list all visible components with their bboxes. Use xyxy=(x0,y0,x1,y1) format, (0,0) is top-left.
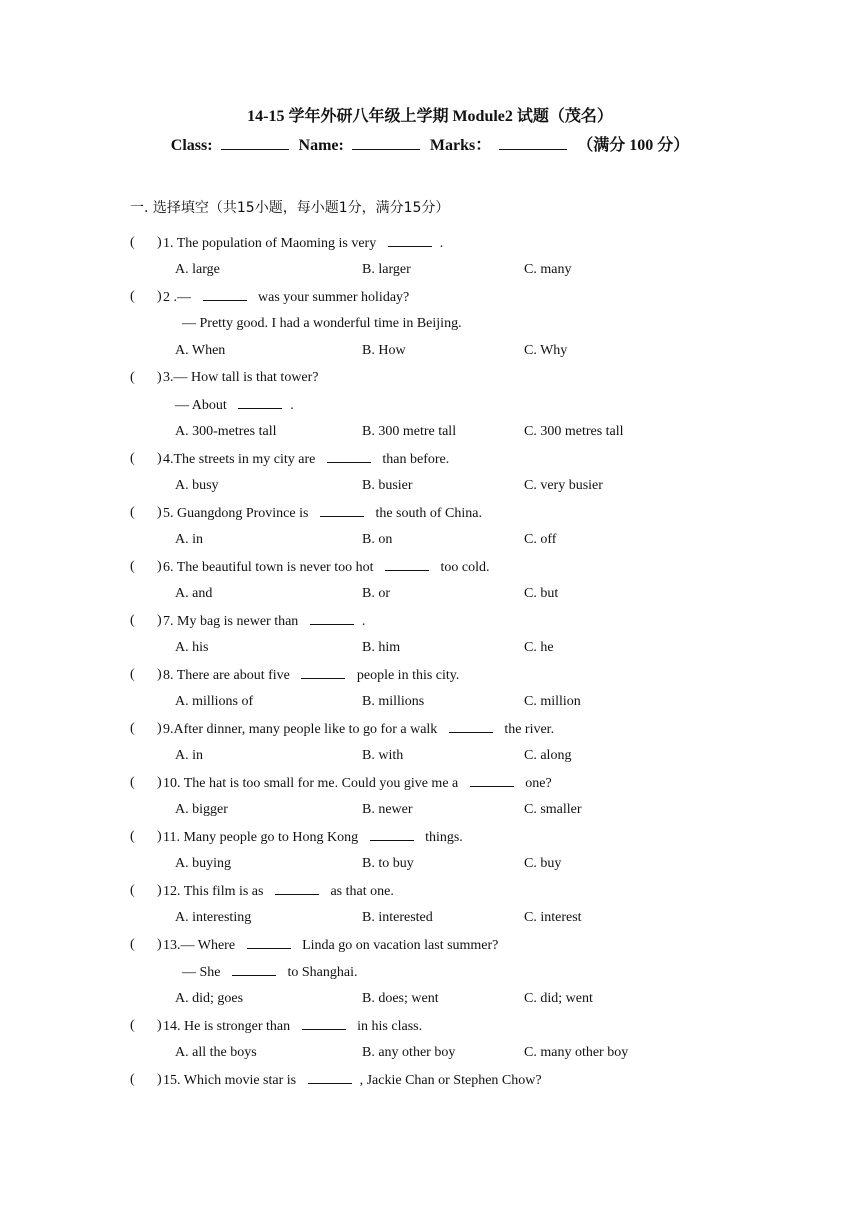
option-c[interactable]: C. very busier xyxy=(524,478,603,493)
answer-paren-open[interactable]: ( xyxy=(130,613,135,628)
answer-blank[interactable] xyxy=(302,1016,346,1030)
option-b[interactable]: B. busier xyxy=(362,478,413,493)
question-item xyxy=(0,881,860,908)
followup-text xyxy=(175,395,294,416)
question-text: the south of China. xyxy=(371,506,482,521)
question-stem xyxy=(163,611,365,632)
answer-blank[interactable] xyxy=(308,1070,352,1084)
answer-paren-open[interactable]: ( xyxy=(130,289,135,304)
question-stem xyxy=(163,719,554,740)
option-b[interactable]: B. interested xyxy=(362,910,433,925)
option-c[interactable]: C. but xyxy=(524,586,559,601)
answer-blank[interactable] xyxy=(388,233,432,247)
option-row xyxy=(0,746,860,773)
option-b[interactable]: B. 300 metre tall xyxy=(362,424,457,439)
question-stem xyxy=(163,449,449,470)
option-row xyxy=(0,800,860,827)
answer-paren-open[interactable]: ( xyxy=(130,937,135,952)
question-stem xyxy=(163,368,319,388)
option-b[interactable]: B. millions xyxy=(362,694,425,709)
name-label: Name: xyxy=(298,137,344,154)
question-item xyxy=(0,449,860,476)
question-item xyxy=(0,1016,860,1043)
question-item xyxy=(0,287,860,314)
option-a[interactable]: A. bigger xyxy=(175,802,228,817)
class-blank[interactable] xyxy=(221,135,289,150)
question-item xyxy=(0,935,860,962)
question-text: Linda go on vacation last summer? xyxy=(298,938,499,953)
option-c[interactable]: C. many xyxy=(524,262,572,277)
option-b[interactable]: B. on xyxy=(362,532,393,547)
question-text: than before. xyxy=(378,452,450,467)
answer-paren-close: ) xyxy=(157,370,162,385)
answer-paren-close: ) xyxy=(157,829,162,844)
answer-paren-open[interactable]: ( xyxy=(130,235,135,250)
question-text: . xyxy=(439,236,444,251)
option-a[interactable]: A. interesting xyxy=(175,910,252,925)
question-text: one? xyxy=(521,776,552,791)
question-stem xyxy=(163,1070,542,1091)
followup-text xyxy=(182,962,358,983)
option-row xyxy=(0,638,860,665)
question-stem xyxy=(163,881,394,902)
question-item xyxy=(0,233,860,260)
question-text: . xyxy=(290,398,294,413)
question-text: 10. The hat is too small for me. Could you give me a xyxy=(163,776,462,791)
student-info-line xyxy=(0,135,860,156)
question-text: things. xyxy=(421,830,463,845)
question-text: 13.— Where xyxy=(163,938,239,953)
option-c[interactable]: C. buy xyxy=(524,856,562,871)
question-text: 12. This film is as xyxy=(163,884,267,899)
answer-paren-close: ) xyxy=(157,667,162,682)
option-b[interactable]: B. How xyxy=(362,343,406,358)
question-stem xyxy=(163,503,482,524)
answer-blank[interactable] xyxy=(470,773,514,787)
answer-paren-close: ) xyxy=(157,235,162,250)
question-item xyxy=(0,503,860,530)
question-text: too cold. xyxy=(436,560,490,575)
question-text: 4.The streets in my city are xyxy=(163,452,319,467)
answer-blank[interactable] xyxy=(385,557,429,571)
answer-paren-close: ) xyxy=(157,883,162,898)
option-c[interactable]: C. along xyxy=(524,748,572,763)
answer-paren-close: ) xyxy=(157,1072,162,1087)
option-c[interactable]: C. many other boy xyxy=(524,1045,629,1060)
option-c[interactable]: C. million xyxy=(524,694,581,709)
option-row xyxy=(0,989,860,1016)
question-text: 1. The population of Maoming is very xyxy=(163,236,380,251)
question-text: as that one. xyxy=(326,884,394,899)
question-text: 2 .— xyxy=(163,290,195,305)
answer-paren-open[interactable]: ( xyxy=(130,451,135,466)
option-a[interactable]: A. millions of xyxy=(175,694,254,709)
question-text: , Jackie Chan or Stephen Chow? xyxy=(359,1073,542,1088)
option-row xyxy=(0,341,860,368)
question-text: — Pretty good. I had a wonderful time in Beijing. xyxy=(182,316,462,331)
option-row xyxy=(0,854,860,881)
page-title: 14-15 学年外研八年级上学期 Module2 试题（茂名） xyxy=(247,108,613,125)
marks-label: Marks： xyxy=(429,137,492,154)
question-text: 15. Which movie star is xyxy=(163,1073,300,1088)
option-row xyxy=(0,1043,860,1070)
option-row xyxy=(0,530,860,557)
answer-paren-open[interactable]: ( xyxy=(130,883,135,898)
question-stem xyxy=(163,665,459,686)
option-b[interactable]: B. or xyxy=(362,586,390,601)
answer-blank[interactable] xyxy=(203,287,247,301)
option-row xyxy=(0,908,860,935)
question-followup xyxy=(0,962,860,989)
option-c[interactable]: C. interest xyxy=(524,910,582,925)
answer-blank[interactable] xyxy=(370,827,414,841)
option-a[interactable]: A. When xyxy=(175,343,226,358)
option-c[interactable]: C. did; went xyxy=(524,991,593,1006)
answer-paren-close: ) xyxy=(157,721,162,736)
full-marks-note: （满分 100 分） xyxy=(577,137,690,154)
question-item xyxy=(0,611,860,638)
answer-blank[interactable] xyxy=(449,719,493,733)
option-b[interactable]: B. with xyxy=(362,748,404,763)
question-text: 8. There are about five xyxy=(163,668,294,683)
question-followup xyxy=(0,395,860,422)
answer-paren-open[interactable]: ( xyxy=(130,721,135,736)
option-c[interactable]: C. 300 metres tall xyxy=(524,424,624,439)
option-a[interactable]: A. buying xyxy=(175,856,231,871)
name-blank[interactable] xyxy=(352,135,420,150)
question-stem xyxy=(163,557,489,578)
question-item xyxy=(0,1070,860,1097)
answer-paren-close: ) xyxy=(157,289,162,304)
question-text: the river. xyxy=(500,722,555,737)
question-text: — About xyxy=(175,398,231,413)
question-text: 5. Guangdong Province is xyxy=(163,506,312,521)
question-item xyxy=(0,557,860,584)
answer-paren-close: ) xyxy=(157,613,162,628)
question-item xyxy=(0,827,860,854)
answer-blank[interactable] xyxy=(320,503,364,517)
question-item xyxy=(0,665,860,692)
answer-paren-open[interactable]: ( xyxy=(130,667,135,682)
question-text: 7. My bag is newer than xyxy=(163,614,302,629)
answer-paren-open[interactable]: ( xyxy=(130,1018,135,1033)
question-followup xyxy=(0,314,860,341)
option-b[interactable]: B. newer xyxy=(362,802,413,817)
option-row xyxy=(0,476,860,503)
question-stem xyxy=(163,233,443,254)
option-b[interactable]: B. any other boy xyxy=(362,1045,456,1060)
question-stem xyxy=(163,287,409,308)
question-text: 6. The beautiful town is never too hot xyxy=(163,560,377,575)
question-text: 3.— How tall is that tower? xyxy=(163,370,319,385)
option-c[interactable]: C. smaller xyxy=(524,802,582,817)
option-c[interactable]: C. he xyxy=(524,640,554,655)
option-a[interactable]: A. large xyxy=(175,262,220,277)
question-text: was your summer holiday? xyxy=(254,290,410,305)
option-row xyxy=(0,260,860,287)
answer-paren-close: ) xyxy=(157,505,162,520)
option-b[interactable]: B. him xyxy=(362,640,401,655)
option-a[interactable]: A. all the boys xyxy=(175,1045,257,1060)
question-stem xyxy=(163,1016,422,1037)
marks-blank[interactable] xyxy=(499,135,567,150)
answer-paren-close: ) xyxy=(157,451,162,466)
question-text: — She xyxy=(182,965,224,980)
question-stem xyxy=(163,827,463,848)
answer-paren-close: ) xyxy=(157,775,162,790)
question-item xyxy=(0,719,860,746)
question-text: 9.After dinner, many people like to go for a walk xyxy=(163,722,441,737)
answer-paren-close: ) xyxy=(157,937,162,952)
question-text: to Shanghai. xyxy=(284,965,358,980)
option-a[interactable]: A. in xyxy=(175,532,203,547)
option-c[interactable]: C. off xyxy=(524,532,557,547)
question-text: . xyxy=(361,614,366,629)
option-a[interactable]: A. in xyxy=(175,748,203,763)
question-text: in his class. xyxy=(353,1019,423,1034)
question-stem xyxy=(163,935,498,956)
option-a[interactable]: A. and xyxy=(175,586,213,601)
answer-paren-open[interactable]: ( xyxy=(130,370,135,385)
answer-blank[interactable] xyxy=(238,395,282,409)
answer-paren-open[interactable]: ( xyxy=(130,505,135,520)
option-a[interactable]: A. his xyxy=(175,640,209,655)
question-text: 11. Many people go to Hong Kong xyxy=(163,830,362,845)
answer-paren-close: ) xyxy=(157,559,162,574)
question-item xyxy=(0,773,860,800)
answer-paren-open[interactable]: ( xyxy=(130,559,135,574)
answer-blank[interactable] xyxy=(327,449,371,463)
option-c[interactable]: C. Why xyxy=(524,343,568,358)
answer-blank[interactable] xyxy=(232,962,276,976)
answer-blank[interactable] xyxy=(247,935,291,949)
answer-paren-open[interactable]: ( xyxy=(130,775,135,790)
option-a[interactable]: A. 300-metres tall xyxy=(175,424,277,439)
question-stem xyxy=(163,773,552,794)
question-text: 14. He is stronger than xyxy=(163,1019,294,1034)
option-row xyxy=(0,692,860,719)
followup-text xyxy=(182,314,462,334)
section-title: 一. 选择填空（共15小题，每小题1分，满分15分） xyxy=(130,200,450,216)
answer-paren-close: ) xyxy=(157,1018,162,1033)
option-row xyxy=(0,422,860,449)
answer-paren-open[interactable]: ( xyxy=(130,1072,135,1087)
answer-blank[interactable] xyxy=(310,611,354,625)
question-text: people in this city. xyxy=(353,668,460,683)
option-b[interactable]: B. does; went xyxy=(362,991,439,1006)
answer-blank[interactable] xyxy=(301,665,345,679)
class-label: Class: xyxy=(170,137,213,154)
option-b[interactable]: B. larger xyxy=(362,262,411,277)
option-row xyxy=(0,584,860,611)
option-a[interactable]: A. did; goes xyxy=(175,991,244,1006)
option-a[interactable]: A. busy xyxy=(175,478,219,493)
question-item xyxy=(0,368,860,395)
answer-blank[interactable] xyxy=(275,881,319,895)
answer-paren-open[interactable]: ( xyxy=(130,829,135,844)
option-b[interactable]: B. to buy xyxy=(362,856,414,871)
question-list xyxy=(0,233,860,1097)
